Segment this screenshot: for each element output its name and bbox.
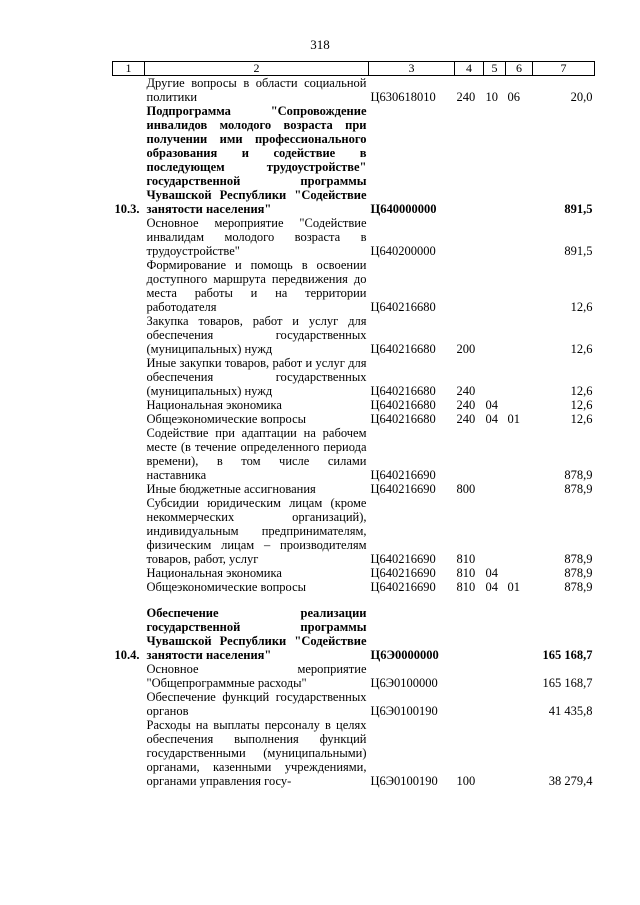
subsection-code [506,426,533,482]
item-name: Иные закупки товаров, работ и услуг для обеспечения государственных (муниципальных) нужд [146,356,367,398]
amount: 165 168,7 [542,676,593,690]
column-header-3: 3 [369,62,455,76]
amount: 12,6 [570,300,593,314]
column-header-6: 6 [506,62,533,76]
target-article-code: Ц640216680 [370,398,436,412]
column-header-2: 2 [145,62,369,76]
amount: 878,9 [564,566,593,580]
subsection-code [506,398,533,412]
section-number [113,76,145,105]
item-name: Закупка товаров, работ и услуг для обеспечения государственных (муниципальных) нужд [146,314,367,356]
target-article-code: Ц640216690 [370,552,436,566]
section-code: 10 [485,90,498,104]
table-row [113,426,595,482]
subsection-code: 01 [507,412,520,426]
section-code [484,496,506,566]
expense-type-code: 810 [456,566,476,580]
column-header-5: 5 [484,62,506,76]
table-row [113,580,595,594]
section-number: 10.3. [114,202,140,216]
section-code: 04 [485,566,498,580]
item-name: Субсидии юридическим лицам (кроме некоммерческих организаций), индивидуальным предпринимателям, физическим лицам – производителям товаров, работ, услуг [146,496,367,566]
item-name: Основное мероприятие "Содействие инвалидам молодого возраста в трудоустройстве" [146,216,367,258]
table-row [113,482,595,496]
subsection-code: 06 [507,90,520,104]
section-code [484,606,506,662]
target-article-code: Ц6Э0100000 [370,676,438,690]
expense-type-code [455,258,484,314]
section-number [113,662,145,690]
item-name: Обеспечение реализации государственной программы Чувашской Республики "Содействие занятости населения" [146,606,367,662]
column-header-4: 4 [455,62,484,76]
table-row [113,76,595,105]
section-code [484,356,506,398]
section-code [484,216,506,258]
table-row [113,662,595,690]
expense-type-code: 810 [456,580,476,594]
section-number [113,580,145,594]
amount: 878,9 [564,552,593,566]
table-row [113,412,595,426]
item-name: Национальная экономика [146,398,282,412]
item-name: Обеспечение функций государственных органов [146,690,367,718]
spacer-cell [113,594,595,606]
target-article-code: Ц640216680 [370,300,436,314]
amount: 12,6 [570,384,593,398]
amount: 891,5 [564,244,593,258]
subsection-code [506,662,533,690]
section-code [484,662,506,690]
item-name: Основное мероприятие "Общепрограммные расходы" [146,662,367,690]
table-row [113,216,595,258]
subsection-code [506,566,533,580]
section-number [113,426,145,482]
amount: 38 279,4 [548,774,593,788]
subsection-code [506,690,533,718]
amount: 12,6 [570,342,593,356]
item-name: Иные бюджетные ассигнования [146,482,316,496]
section-code [484,104,506,216]
amount: 878,9 [564,468,593,482]
table-row [113,606,595,662]
expense-type-code [455,216,484,258]
section-code [484,482,506,496]
expense-type-code: 800 [456,482,476,496]
item-name: Общеэкономические вопросы [146,580,307,594]
expense-type-code: 240 [456,384,476,398]
subsection-code [506,356,533,398]
page-number: 318 [310,37,330,52]
section-number [113,314,145,356]
section-number [113,482,145,496]
target-article-code: Ц6Э0000000 [370,648,439,662]
target-article-code: Ц6Э0100190 [370,774,438,788]
table-body [113,76,595,789]
expense-type-code: 200 [456,342,476,356]
target-article-code: Ц630618010 [370,90,436,104]
table-row [113,314,595,356]
subsection-code [506,258,533,314]
amount: 878,9 [564,482,593,496]
item-name: Общеэкономические вопросы [146,412,307,426]
section-number [113,496,145,566]
subsection-code [506,482,533,496]
expense-type-code [455,426,484,482]
expense-type-code [455,104,484,216]
item-name: Национальная экономика [146,566,282,580]
section-number [113,566,145,580]
expense-type-code: 240 [456,412,476,426]
section-number [113,412,145,426]
item-name: Содействие при адаптации на рабочем месте (в течение определенного периода времени), в том числе силами наставника [146,426,367,482]
target-article-code: Ц640216680 [370,412,436,426]
target-article-code: Ц640000000 [370,202,437,216]
table-row [113,104,595,216]
target-article-code: Ц640216690 [370,468,436,482]
item-name: Расходы на выплаты персоналу в целях обеспечения выполнения функций государственными (муниципальными) органами, казенными учреждениями, органами управления госу- [146,718,367,788]
target-article-code: Ц6Э0100190 [370,704,438,718]
spacer-row [113,594,595,606]
section-number [113,398,145,412]
subsection-code [506,718,533,788]
subsection-code [506,104,533,216]
table-row [113,718,595,788]
expense-type-code: 100 [456,774,476,788]
expense-type-code: 240 [456,398,476,412]
subsection-code [506,216,533,258]
target-article-code: Ц640216680 [370,384,436,398]
expense-type-code: 810 [456,552,476,566]
section-number [113,258,145,314]
budget-table [112,61,595,788]
section-number: 10.4. [114,648,140,662]
table-row [113,258,595,314]
target-article-code: Ц640216690 [370,566,436,580]
amount: 20,0 [570,90,593,104]
section-number [113,356,145,398]
section-code [484,426,506,482]
table-row [113,690,595,718]
target-article-code: Ц640216690 [370,482,436,496]
column-number-row [113,62,595,76]
table-row [113,566,595,580]
amount: 41 435,8 [548,704,593,718]
amount: 12,6 [570,412,593,426]
section-number [113,216,145,258]
subsection-code [506,314,533,356]
section-code [484,718,506,788]
table-row [113,496,595,566]
table-row [113,356,595,398]
expense-type-code [455,662,484,690]
item-name: Подпрограмма "Сопровождение инвалидов молодого возраста при получении ими профессионального образования и содействие в последующем трудоустройстве" государственной программы Чувашской Республики "Содействие занятости населения" [146,104,367,216]
amount: 165 168,7 [542,648,593,662]
expense-type-code [455,606,484,662]
target-article-code: Ц640200000 [370,244,436,258]
section-code: 04 [485,580,498,594]
target-article-code: Ц640216690 [370,580,436,594]
subsection-code [506,606,533,662]
section-code: 04 [485,398,498,412]
expense-type-code [455,690,484,718]
section-code: 04 [485,412,498,426]
column-header-7: 7 [533,62,595,76]
section-number [113,690,145,718]
amount: 878,9 [564,580,593,594]
subsection-code: 01 [507,580,520,594]
item-name: Другие вопросы в области социальной политики [146,76,367,104]
item-name: Формирование и помощь в освоении доступного маршрута передвижения до места работы и на территории работодателя [146,258,367,314]
column-header-1: 1 [113,62,145,76]
section-number [113,718,145,788]
subsection-code [506,496,533,566]
amount: 12,6 [570,398,593,412]
target-article-code: Ц640216680 [370,342,436,356]
table-row [113,398,595,412]
section-code [484,258,506,314]
section-code [484,690,506,718]
expense-type-code: 240 [456,90,476,104]
section-code [484,314,506,356]
amount: 891,5 [564,202,593,216]
